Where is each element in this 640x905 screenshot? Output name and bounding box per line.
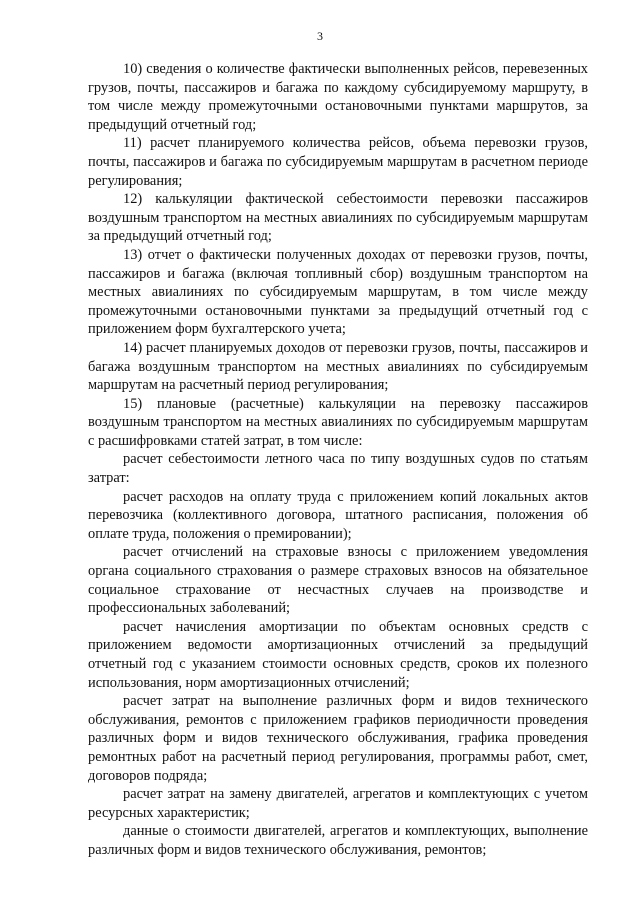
paragraph-components-cost-data: данные о стоимости двигателей, агрегатов и комплектующих, выполнение различных форм и видов технического обслуживания, ремонтов; (88, 823, 588, 858)
paragraph-maintenance-costs: расчет затрат на выполнение различных форм и видов технического обслуживания, ремонтов с приложением графиков периодичности проведения различных форм и видов технического обслуживания, графика проведения ремонтных работ на расчетный период регулирования, программы работ, смет, договоров подряда; (88, 693, 588, 784)
paragraph-insurance-contributions: расчет отчислений на страховые взносы с приложением уведомления органа социального страхования о размере страховых взносов на обязательное социальное страхование от несчастных случаев на производстве и профессиональных заболеваний; (88, 544, 588, 617)
paragraph-item-11: 11) расчет планируемого количества рейсов, объема перевозки грузов, почты, пассажиров и багажа по субсидируемым маршрутам в расчетном периоде регулирования; (88, 135, 588, 189)
paragraph-item-12: 12) калькуляции фактической себестоимости перевозки пассажиров воздушным транспортом на местных авиалиниях по субсидируемым маршрутам за предыдущий отчетный год; (88, 191, 588, 245)
paragraph-item-15: 15) плановые (расчетные) калькуляции на перевозку пассажиров воздушным транспортом на местных авиалиниях по субсидируемым маршрутам с расшифровками статей затрат, в том числе: (88, 395, 588, 449)
page-number: 3 (317, 29, 323, 43)
paragraph-item-14: 14) расчет планируемых доходов от перевозки грузов, почты, пассажиров и багажа воздушным транспортом на местных авиалиниях по субсидируемым маршрутам на расчетный период регулирования; (88, 339, 588, 394)
paragraph-depreciation: расчет начисления амортизации по объектам основных средств с приложением ведомости амортизационных отчислений за предыдущий отчетный год с указанием стоимости основных средств, сроков их полезного использования, норм амортизационных отчислений; (88, 618, 588, 691)
document-body (88, 60, 588, 860)
paragraph-labor-costs: расчет расходов на оплату труда с приложением копий локальных актов перевозчика (коллективного договора, штатного расписания, положения об оплате труда, положения о премировании); (88, 488, 588, 542)
paragraph-engine-replacement: расчет затрат на замену двигателей, агрегатов и комплектующих с учетом ресурсных характеристик; (88, 786, 588, 821)
paragraph-item-13: 13) отчет о фактически полученных доходах от перевозки грузов, почты, пассажиров и багажа (включая топливный сбор) воздушным транспортом на местных авиалиниях по субсидируемым маршрутам, в том числе между промежуточными остановочными пунктами за предыдущий отчетный год с приложением форм бухгалтерского учета; (88, 246, 588, 338)
paragraph-flight-hour-cost: расчет себестоимости летного часа по типу воздушных судов по статьям затрат: (88, 451, 588, 487)
paragraph-item-10: 10) сведения о количестве фактически выполненных рейсов, перевезенных грузов, почты, пассажиров и багажа по каждому субсидируемому маршруту, в том числе между промежуточными остановочными пунктами маршрутов, за предыдущий отчетный год; (88, 61, 588, 133)
